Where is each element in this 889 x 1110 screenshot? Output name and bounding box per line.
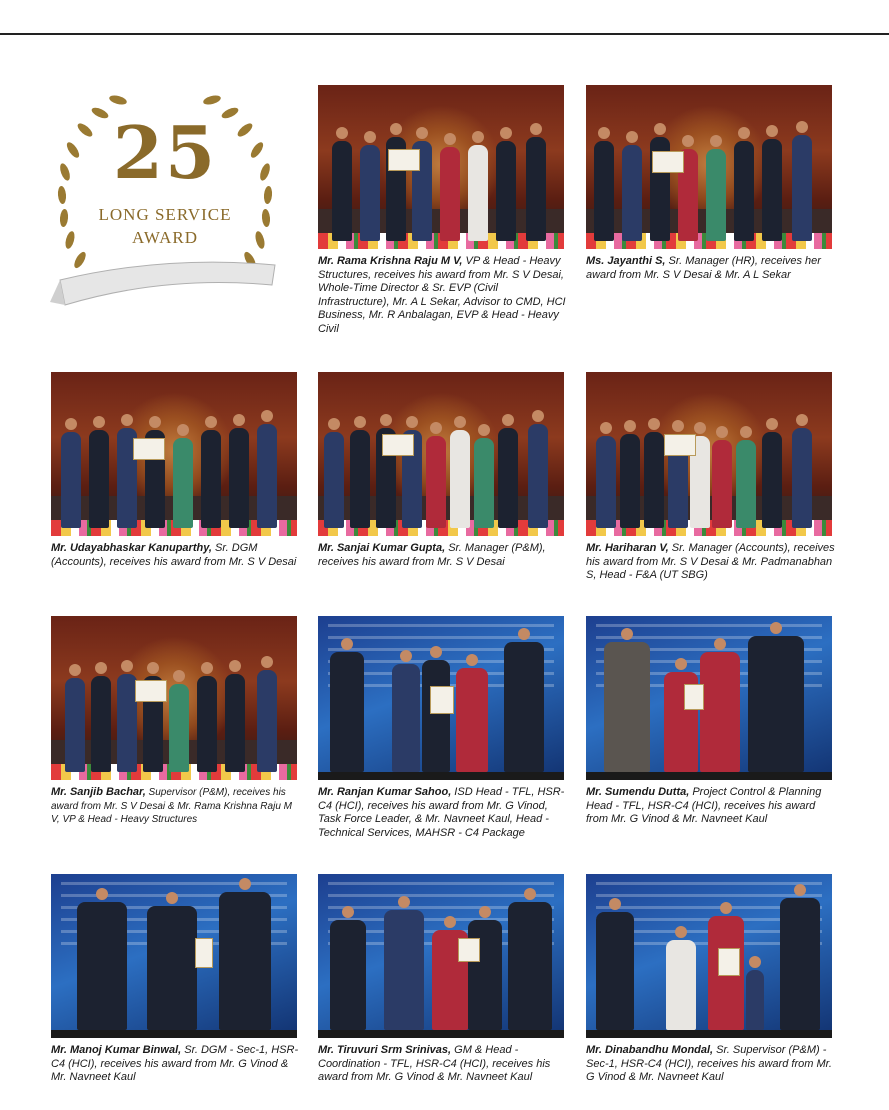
award-photo bbox=[51, 616, 297, 780]
award-photo bbox=[51, 372, 297, 536]
award-card-2 bbox=[586, 85, 834, 282]
award-caption: Mr. Ranjan Kumar Sahoo, ISD Head - TFL, HSR-C4 (HCI), receives his award from Mr. G Vinod, Task Force Leader, & Mr. Navneet Kaul, Head - Technical Services, MAHSR - C4 Package bbox=[318, 786, 565, 839]
award-photo bbox=[586, 372, 832, 536]
emblem-title-line1: LONG SERVICE bbox=[98, 205, 232, 224]
award-photo bbox=[586, 874, 832, 1038]
award-card-3 bbox=[51, 372, 299, 569]
award-caption: Mr. Rama Krishna Raju M V, VP & Head - Heavy Structures, receives his award from Mr. S V Desai, Whole-Time Director & Sr. EVP (Civil Infrastructure), Mr. A L Sekar, Advisor to CMD, HCI Business, Mr. R Anbalagan, EVP & Head - Heavy Civil bbox=[318, 255, 566, 335]
award-photo bbox=[318, 874, 564, 1038]
award-caption: Mr. Manoj Kumar Binwal, Sr. DGM - Sec-1, HSR-C4 (HCI), receives his award from Mr. G Vinod & Mr. Navneet Kaul bbox=[51, 1044, 299, 1083]
emblem-number: 25 bbox=[112, 110, 218, 195]
award-caption: Mr. Udayabhaskar Kanuparthy, Sr. DGM (Accounts), receives his award from Mr. S V Desai bbox=[51, 542, 297, 568]
award-photo bbox=[318, 85, 564, 249]
long-service-award-emblem bbox=[40, 80, 290, 325]
award-card-6 bbox=[51, 616, 299, 827]
award-card-1 bbox=[318, 85, 566, 336]
award-photo bbox=[586, 85, 832, 249]
top-rule bbox=[0, 33, 889, 35]
award-photo bbox=[586, 616, 832, 780]
award-card-7 bbox=[318, 616, 566, 840]
award-caption: Ms. Jayanthi S, Sr. Manager (HR), receives her award from Mr. S V Desai & Mr. A L Sekar bbox=[586, 255, 821, 281]
award-caption: Mr. Sanjib Bachar, Supervisor (P&M), receives his award from Mr. S V Desai & Mr. Rama Krishna Raju M V, VP & Head - Heavy Structures bbox=[51, 786, 292, 825]
emblem-title-line2: AWARD bbox=[132, 228, 198, 247]
award-card-4 bbox=[318, 372, 566, 569]
award-photo bbox=[51, 874, 297, 1038]
award-photo bbox=[318, 372, 564, 536]
award-caption: Mr. Dinabandhu Mondal, Sr. Supervisor (P&M) - Sec-1, HSR-C4 (HCI), receives his award from Mr. G Vinod & Mr. Navneet Kaul bbox=[586, 1044, 832, 1083]
award-photo bbox=[318, 616, 564, 780]
award-caption: Mr. Hariharan V, Sr. Manager (Accounts), receives his award from Mr. S V Desai & Mr. Padmanabhan S, Head - F&A (UT SBG) bbox=[586, 542, 835, 581]
award-card-8 bbox=[586, 616, 834, 827]
award-card-5 bbox=[586, 372, 834, 583]
award-caption: Mr. Sumendu Dutta, Project Control & Planning Head - TFL, HSR-C4 (HCI), receives his award from Mr. G Vinod & Mr. Navneet Kaul bbox=[586, 786, 822, 825]
award-caption: Mr. Sanjai Kumar Gupta, Sr. Manager (P&M), receives his award from Mr. S V Desai bbox=[318, 542, 546, 568]
award-card-11 bbox=[586, 874, 834, 1085]
award-caption: Mr. Tiruvuri Srm Srinivas, GM & Head - Coordination - TFL, HSR-C4 (HCI), receives his award from Mr. G Vinod & Mr. Navneet Kaul bbox=[318, 1044, 551, 1083]
award-card-10 bbox=[318, 874, 566, 1085]
award-card-9 bbox=[51, 874, 299, 1085]
